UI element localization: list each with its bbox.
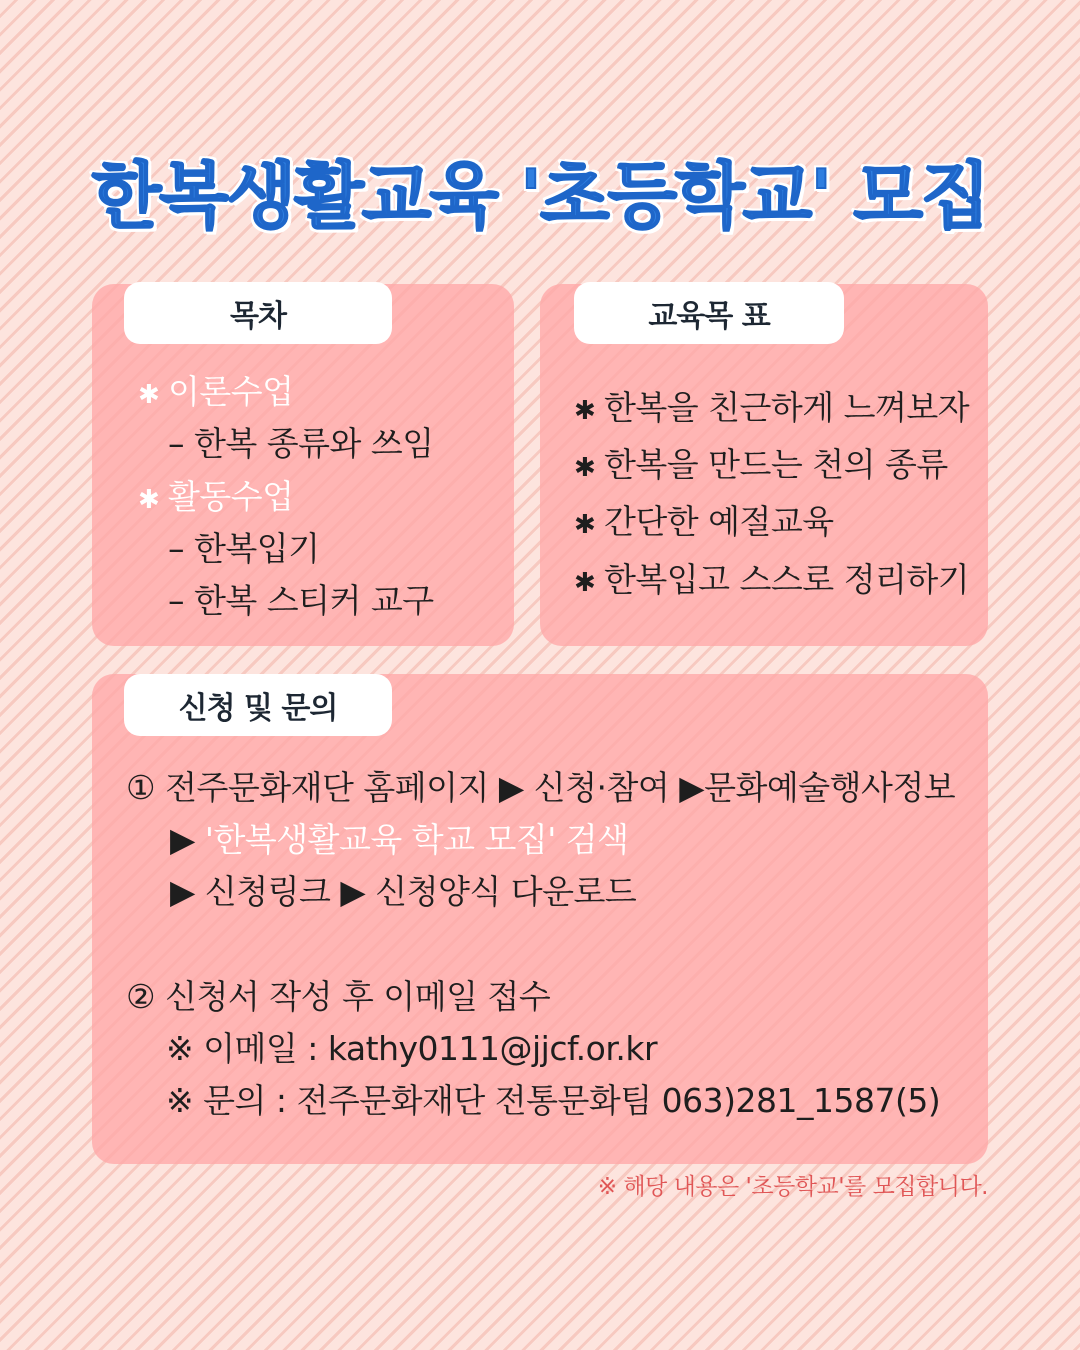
asterisk-icon: ✱ xyxy=(574,396,596,426)
goal-item-label: 한복을 만드는 천의 종류 xyxy=(604,445,948,484)
asterisk-icon: ✱ xyxy=(574,568,596,598)
asterisk-icon: ✱ xyxy=(138,380,160,410)
goal-item-label: 한복을 친근하게 느껴보자 xyxy=(604,388,970,427)
apply-email: ※ 이메일 : kathy0111@jjcf.or.kr xyxy=(166,1029,658,1068)
goal-item-label: 한복입고 스스로 정리하기 xyxy=(604,560,970,599)
apply-step1-line2 xyxy=(170,814,629,861)
goal-item-label: 간단한 예절교육 xyxy=(604,502,834,541)
contents-card xyxy=(92,284,514,646)
contents-item: – 한복 종류와 쓰임 xyxy=(168,424,434,463)
contents-tab: 목차 xyxy=(124,282,392,344)
arrow-right-icon: ▶ xyxy=(170,820,195,859)
goal-item xyxy=(574,382,969,429)
apply-contact: ※ 문의 : 전주문화재단 전통문화팀 063)281_1587(5) xyxy=(166,1081,941,1120)
goals-card xyxy=(540,284,988,646)
goals-tab: 교육목 표 xyxy=(574,282,844,344)
asterisk-icon: ✱ xyxy=(574,510,596,540)
contents-item xyxy=(138,471,294,518)
apply-card xyxy=(92,674,988,1164)
goal-item xyxy=(574,439,948,486)
footnote: ※ 해당 내용은 '초등학교'를 모집합니다. xyxy=(597,1174,988,1200)
apply-step1-line1: ① 전주문화재단 홈페이지 ▶ 신청·참여 ▶문화예술행사정보 xyxy=(126,768,956,807)
contents-item: – 한복입기 xyxy=(168,529,320,568)
asterisk-icon: ✱ xyxy=(138,485,160,515)
page-title: 한복생활교육 '초등학교' 모집 xyxy=(91,154,989,238)
goal-item xyxy=(574,554,969,601)
apply-step1-line3: ▶ 신청링크 ▶ 신청양식 다운로드 xyxy=(170,872,637,911)
apply-step2-line1: ② 신청서 작성 후 이메일 접수 xyxy=(126,977,551,1016)
contents-item xyxy=(138,366,294,413)
apply-tab: 신청 및 문의 xyxy=(124,674,392,736)
contents-item-label: 이론수업 xyxy=(168,372,294,411)
goal-item xyxy=(574,496,834,543)
search-keyword: '한복생활교육 학교 모집' 검색 xyxy=(204,820,629,859)
contents-item: – 한복 스티커 교구 xyxy=(168,581,434,620)
contents-item-label: 활동수업 xyxy=(168,477,294,516)
asterisk-icon: ✱ xyxy=(574,453,596,483)
